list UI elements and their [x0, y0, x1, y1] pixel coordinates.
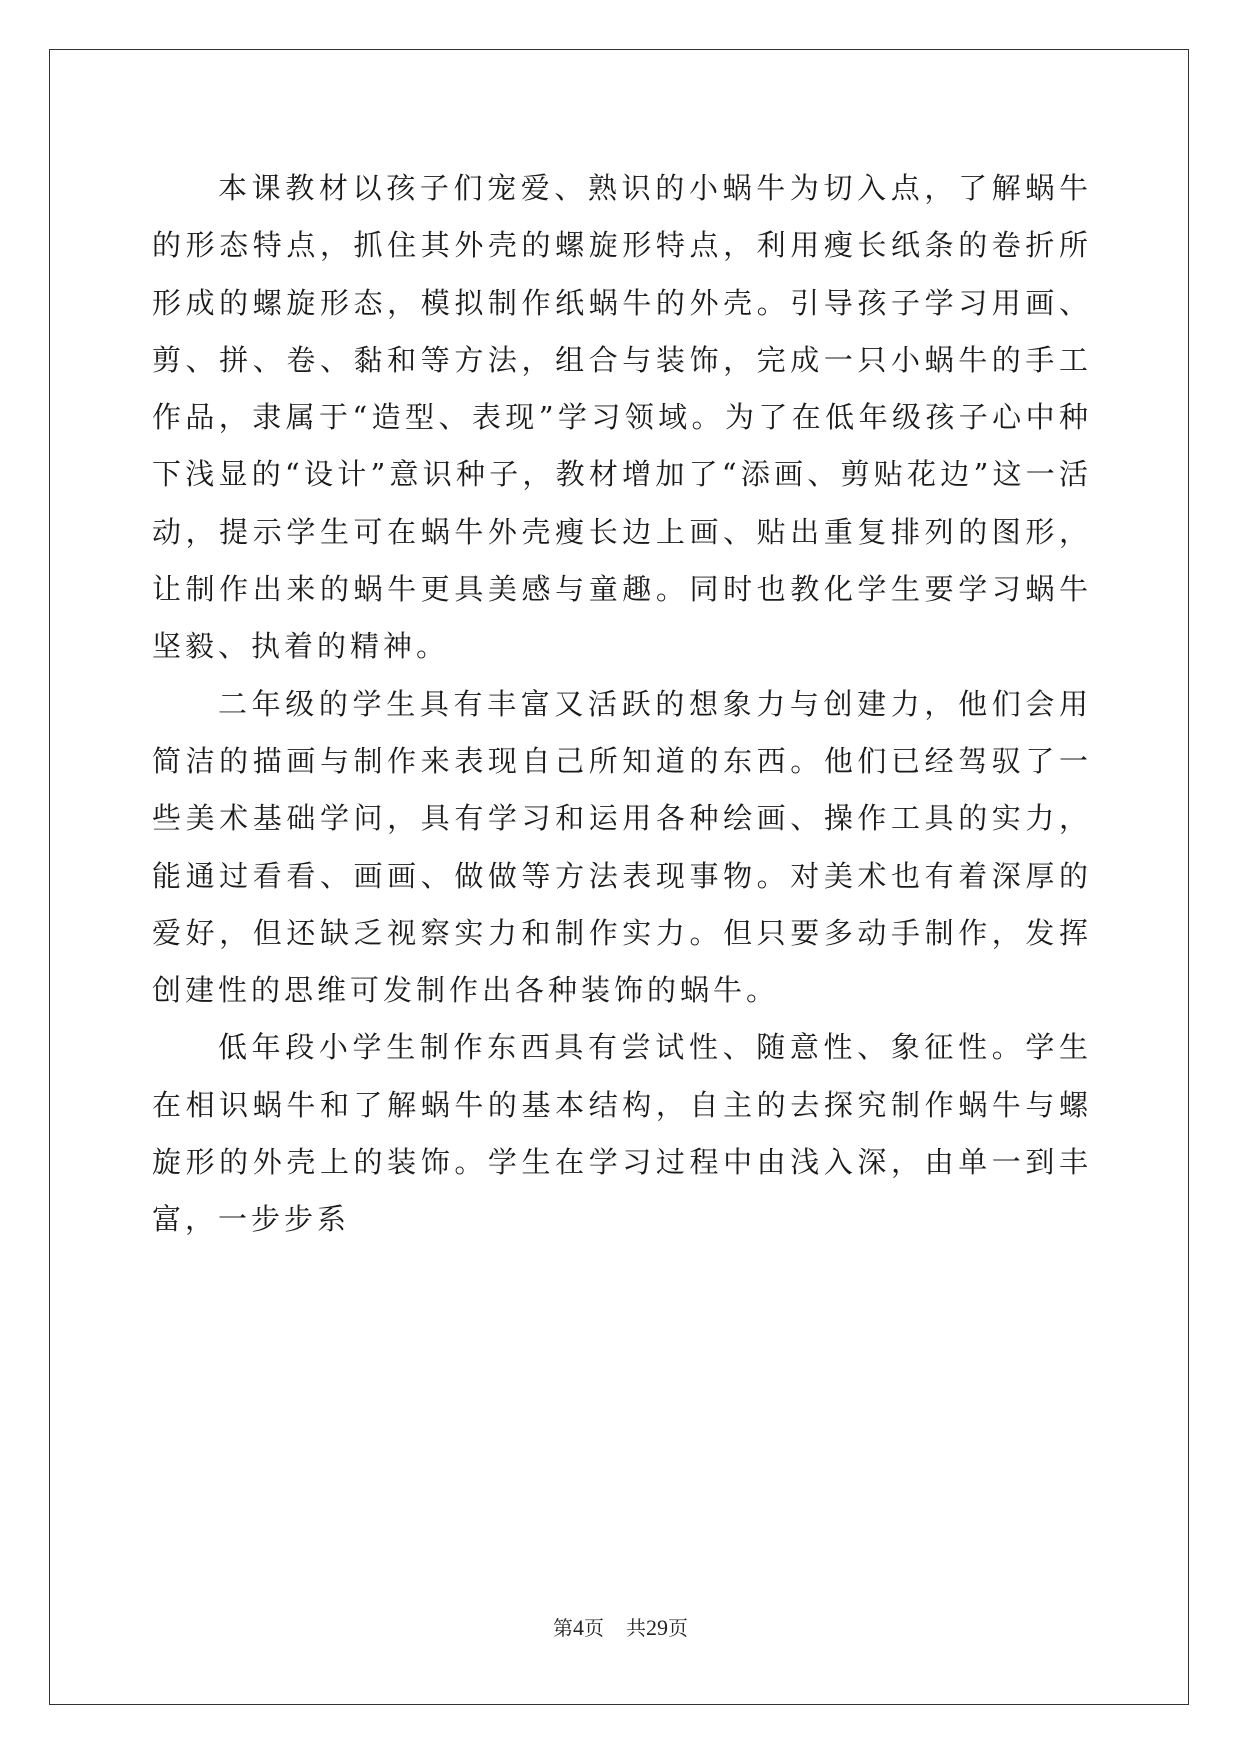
page-number: 4	[573, 1615, 584, 1640]
total-prefix: 共	[626, 1616, 646, 1640]
total-pages: 29	[646, 1615, 668, 1640]
paragraph-2: 二年级的学生具有丰富又活跃的想象力与创建力，他们会用简洁的描画与制作来表现自己所知道的东西。他们已经驾驭了一些美术基础学问，具有学习和运用各种绘画、操作工具的实力，能通过看看、画画、做做等方法表现事物。对美术也有着深厚的爱好，但还缺乏视察实力和制作实力。但只要多动手制作，发挥创建性的思维可发制作出各种装饰的蜗牛。	[152, 686, 1092, 1008]
page-prefix: 第	[553, 1616, 573, 1640]
document-body	[152, 160, 1092, 1249]
page-footer	[0, 1612, 1241, 1641]
total-suffix: 页	[668, 1616, 688, 1640]
page-suffix: 页	[584, 1616, 604, 1640]
paragraph-3: 低年段小学生制作东西具有尝试性、随意性、象征性。学生在相识蜗牛和了解蜗牛的基本结构，自主的去探究制作蜗牛与螺旋形的外壳上的装饰。学生在学习过程中由浅入深，由单一到丰富，一步步系	[152, 1030, 1092, 1237]
paragraph-1: 本课教材以孩子们宠爱、熟识的小蜗牛为切入点，了解蜗牛的形态特点，抓住其外壳的螺旋形特点，利用瘦长纸条的卷折所形成的螺旋形态，模拟制作纸蜗牛的外壳。引导孩子学习用画、剪、拼、卷、黏和等方法，组合与装饰，完成一只小蜗牛的手工作品，隶属于“造型、表现”学习领域。为了在低年级孩子心中种下浅显的“设计”意识种子，教材增加了“添画、剪贴花边”这一活动，提示学生可在蜗牛外壳瘦长边上画、贴出重复排列的图形，让制作出来的蜗牛更具美感与童趣。同时也教化学生要学习蜗牛坚毅、执着的精神。	[152, 171, 1092, 664]
